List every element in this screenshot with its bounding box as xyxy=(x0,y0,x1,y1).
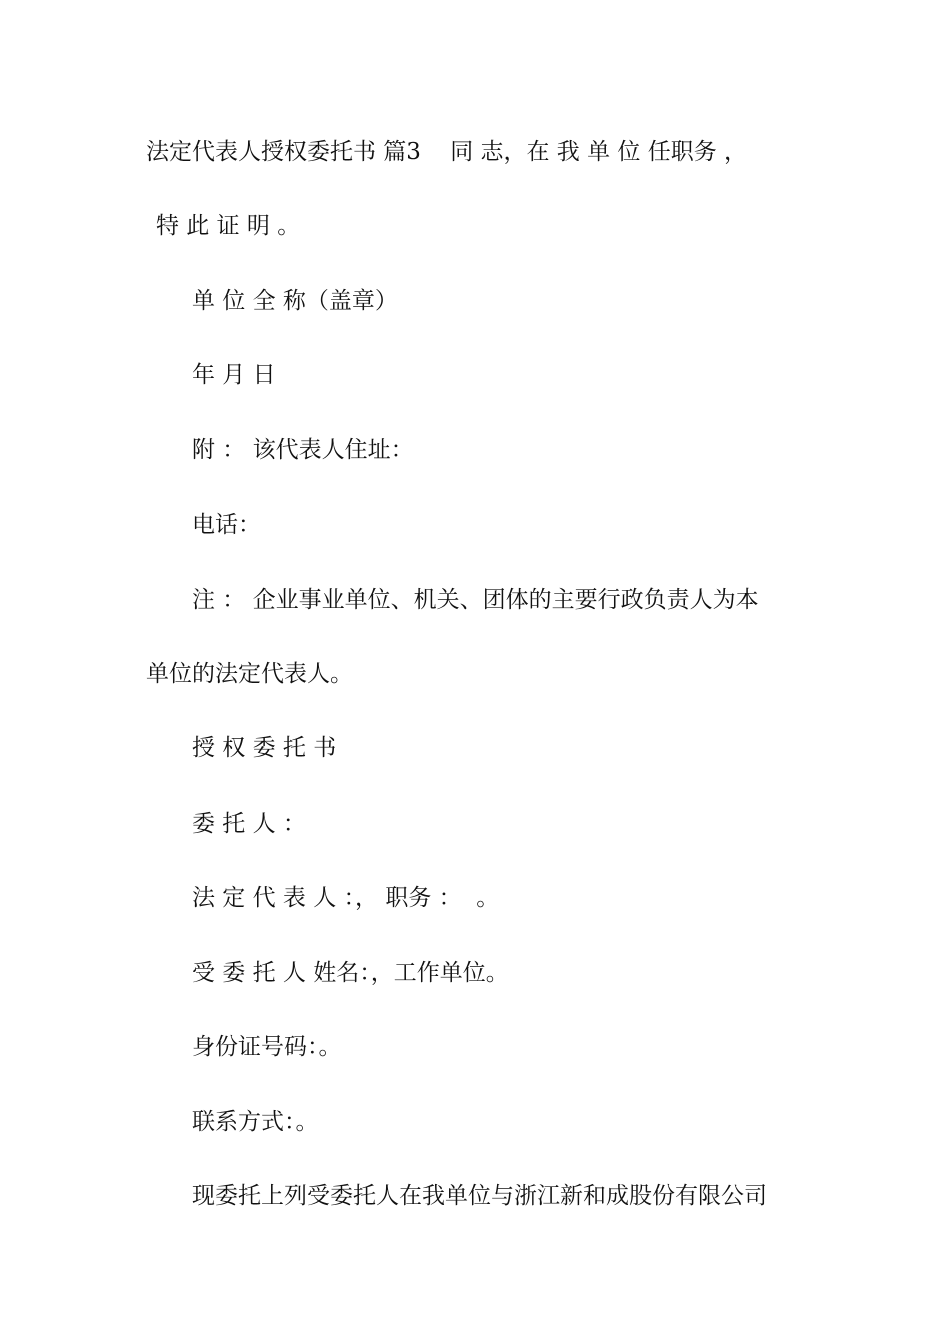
phone-line: 电话： xyxy=(192,512,261,538)
note-continuation-line: 单位的法定代表人。 xyxy=(146,661,353,687)
section-heading: 授 权 委 托 书 xyxy=(192,735,337,761)
contact-line: 联系方式：。 xyxy=(192,1109,319,1135)
certification-line: 特 此 证 明 。 xyxy=(156,213,301,239)
date-line: 年 月 日 xyxy=(192,362,276,388)
mandate-line: 现委托上列受委托人在我单位与浙江新和成股份有限公司 xyxy=(192,1183,767,1209)
agent-line: 受 委 托 人 姓名：，工作单位。 xyxy=(192,960,509,986)
intro-line: 法定代表人授权委托书 篇3 同 志，在 我 单 位 任职务 ， xyxy=(146,139,748,165)
note-line: 注 ： 企业事业单位、机关、团体的主要行政负责人为本 xyxy=(192,587,759,613)
unit-name-line: 单 位 全 称（盖章） xyxy=(192,288,398,314)
principal-line: 委 托 人 ： xyxy=(192,811,306,837)
legal-representative-line: 法 定 代 表 人 ：， 职务 ： 。 xyxy=(192,885,500,911)
attachment-address-line: 附 ： 该代表人住址： xyxy=(192,437,414,463)
id-number-line: 身份证号码：。 xyxy=(192,1034,342,1060)
